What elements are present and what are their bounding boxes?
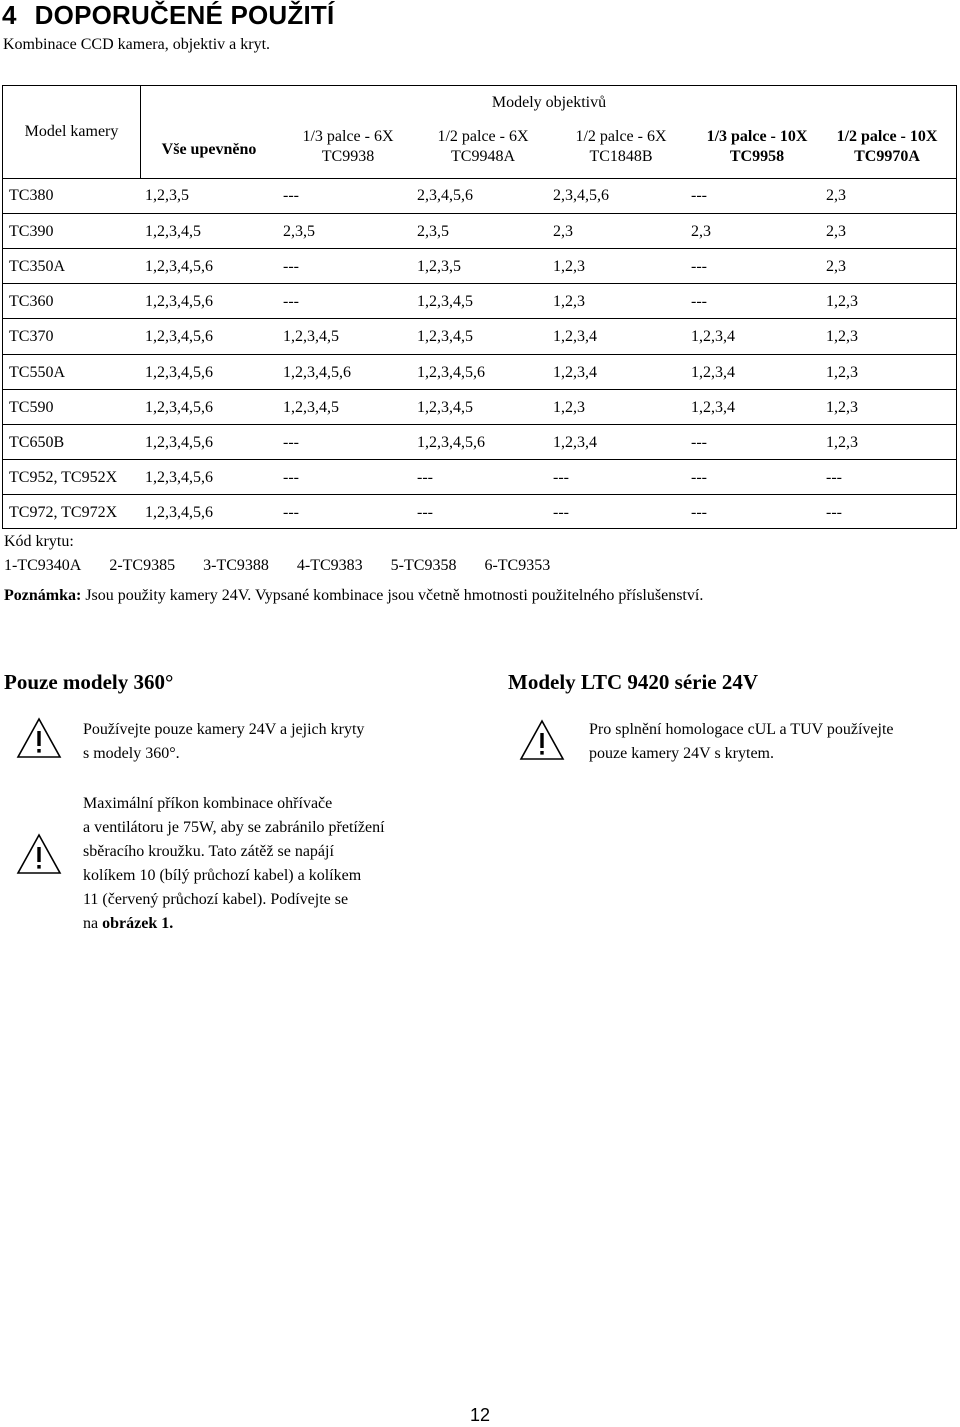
housing-code-cell: 2,3,4,5,6	[417, 187, 473, 204]
housing-code-list	[4, 557, 574, 575]
housing-code-cell: 1,2,3,4,5,6	[417, 363, 485, 381]
warning-triangle-icon	[519, 718, 565, 762]
figure-reference: obrázek 1.	[102, 915, 174, 932]
housing-code: 1-TC9340A	[4, 557, 82, 574]
warning-triangle-icon	[16, 716, 62, 760]
housing-code-cell: 1,2,3,4,5	[417, 293, 473, 311]
housing-code-cell: ---	[283, 468, 299, 486]
housing-code-cell: 1,2,3	[826, 293, 858, 311]
table-row	[3, 354, 956, 389]
table-row	[3, 389, 956, 424]
note-text: Jsou použity kamery 24V. Vypsané kombinace jsou včetně hmotnosti použitelného příslušenství.	[81, 587, 704, 604]
camera-model-cell: TC390	[9, 223, 54, 241]
housing-code-cell: ---	[826, 503, 842, 521]
housing-code-cell: 2,3,4,5,6	[553, 187, 609, 204]
housing-code-cell: ---	[691, 258, 707, 276]
housing-code-cell: ---	[283, 433, 299, 451]
camera-model-cell: TC972, TC972X	[9, 503, 118, 521]
housing-code-cell: ---	[826, 468, 842, 486]
section-number: 4	[2, 0, 17, 30]
camera-model-cell: TC952, TC952X	[9, 468, 118, 486]
housing-code-cell: 1,2,3,4,5,6	[145, 468, 213, 486]
housing-code-cell: 1,2,3,4	[691, 398, 735, 416]
housing-code-cell: 2,3	[826, 187, 846, 204]
warning-text: Používejte pouze kamery 24V a jejich kryty s modely 360°.	[83, 721, 365, 762]
housing-code-cell: ---	[283, 258, 299, 276]
table-row	[3, 459, 956, 494]
model-column-header: Model kamery	[24, 123, 119, 140]
housing-code-cell: 1,2,3,4,5,6	[417, 433, 485, 451]
table-row	[3, 318, 956, 353]
housing-code-cell: ---	[691, 468, 707, 486]
housing-code-cell: 1,2,3,4,5	[417, 328, 473, 346]
camera-model-cell: TC360	[9, 293, 54, 311]
housing-code-cell: 2,3	[826, 258, 846, 276]
housing-code: 6-TC9353	[484, 557, 551, 574]
housing-code-label: Kód krytu:	[4, 533, 74, 550]
housing-code-cell: 1,2,3,4,5,6	[145, 503, 213, 521]
housing-code: 2-TC9385	[109, 557, 176, 574]
housing-code-cell: ---	[283, 293, 299, 311]
camera-model-cell: TC350A	[9, 258, 65, 276]
housing-code-cell: 1,2,3,4,5,6	[145, 433, 213, 451]
lens-header: 1/2 palce - 10X TC9970A	[836, 128, 938, 165]
section-title: DOPORUČENÉ POUŽITÍ	[34, 0, 335, 30]
housing-code-cell: 1,2,3	[826, 433, 858, 451]
lens-header: 1/2 palce - 6X TC9948A	[437, 128, 529, 165]
housing-code-cell: 2,3	[553, 223, 573, 241]
housing-code-cell: 1,2,3,5	[145, 187, 189, 204]
housing-code-cell: ---	[283, 187, 299, 204]
housing-code-cell: 1,2,3,4,5,6	[145, 258, 213, 276]
page-number: 12	[469, 1405, 491, 1425]
housing-code-cell: 1,2,3,4	[691, 363, 735, 381]
housing-code-cell: 1,2,3,5	[417, 258, 461, 276]
table-row	[3, 424, 956, 459]
housing-code-cell: 2,3,5	[283, 223, 315, 241]
housing-code-cell: 1,2,3	[553, 258, 585, 276]
housing-code-cell: ---	[691, 293, 707, 311]
housing-code: 5-TC9358	[390, 557, 457, 574]
warning-text: Pro splnění homologace cUL a TUV používejte pouze kamery 24V s krytem.	[589, 721, 894, 762]
housing-code-cell: ---	[417, 503, 433, 521]
table-row	[3, 178, 956, 213]
housing-code-cell: ---	[691, 433, 707, 451]
note	[4, 587, 703, 605]
camera-model-cell: TC370	[9, 328, 54, 346]
left-section-title: Pouze modely 360°	[4, 670, 174, 694]
camera-model-cell: TC590	[9, 398, 54, 416]
housing-code-cell: 1,2,3,4	[691, 328, 735, 346]
housing-code-cell: 1,2,3,4,5,6	[145, 293, 213, 311]
housing-code-cell: 1,2,3	[826, 363, 858, 381]
section-subtitle: Kombinace CCD kamera, objektiv a kryt.	[3, 36, 271, 53]
housing-code-cell: 2,3	[826, 223, 846, 241]
table-row	[3, 283, 956, 318]
housing-code-cell: 1,2,3	[553, 293, 585, 311]
section-heading	[2, 0, 334, 31]
lens-group-header: Modely objektivů	[491, 94, 607, 111]
camera-model-cell: TC380	[9, 187, 54, 204]
housing-code-cell: 1,2,3,4,5,6	[283, 363, 351, 381]
housing-code-cell: 1,2,3	[826, 328, 858, 346]
table-row	[3, 213, 956, 248]
lens-header: 1/2 palce - 6X TC1848B	[575, 128, 667, 165]
camera-model-cell: TC550A	[9, 363, 65, 381]
housing-code-cell: ---	[283, 503, 299, 521]
housing-code-cell: 1,2,3,4	[553, 433, 597, 451]
housing-code-cell: 1,2,3,4,5	[283, 328, 339, 346]
housing-code-cell: 1,2,3,4,5,6	[145, 363, 213, 381]
housing-code-cell: ---	[417, 468, 433, 486]
housing-code-cell: ---	[553, 503, 569, 521]
lens-header: 1/3 palce - 10X TC9958	[706, 128, 808, 165]
housing-code-cell: ---	[691, 187, 707, 204]
housing-code-cell: 1,2,3,4,5,6	[145, 398, 213, 416]
housing-code-cell: ---	[553, 468, 569, 486]
table-row	[3, 494, 956, 529]
table-row	[3, 248, 956, 283]
right-section-title: Modely LTC 9420 série 24V	[508, 670, 759, 694]
housing-code: 3-TC9388	[203, 557, 269, 574]
housing-code-cell: 1,2,3,4,5	[145, 223, 201, 241]
note-label: Poznámka:	[4, 587, 82, 604]
compatibility-table	[2, 85, 957, 529]
warning-text: Maximální příkon kombinace ohřívače a ventilátoru je 75W, aby se zabránilo přetížení sběracího kroužku. Tato zátěž se napájí kolíkem 10 (bílý průchozí kabel) a kolíkem 11 (červený průchozí kabel). Podívejte se na obrázek 1.	[83, 795, 385, 932]
housing-code-cell: 2,3	[691, 223, 711, 241]
warning-triangle-icon	[16, 832, 62, 876]
housing-code-cell: ---	[691, 503, 707, 521]
all-mounted-header: Vše upevněno	[161, 141, 257, 158]
housing-code-cell: 2,3,5	[417, 223, 449, 241]
housing-code-cell: 1,2,3	[553, 398, 585, 416]
housing-code: 4-TC9383	[296, 557, 363, 574]
housing-code-cell: 1,2,3	[826, 398, 858, 416]
housing-code-cell: 1,2,3,4,5,6	[145, 328, 213, 346]
housing-code-cell: 1,2,3,4	[553, 328, 597, 346]
lens-header: 1/3 palce - 6X TC9938	[302, 128, 394, 165]
housing-code-cell: 1,2,3,4,5	[283, 398, 339, 416]
camera-model-cell: TC650B	[9, 433, 65, 451]
housing-code-cell: 1,2,3,4	[553, 363, 597, 381]
housing-code-cell: 1,2,3,4,5	[417, 398, 473, 416]
